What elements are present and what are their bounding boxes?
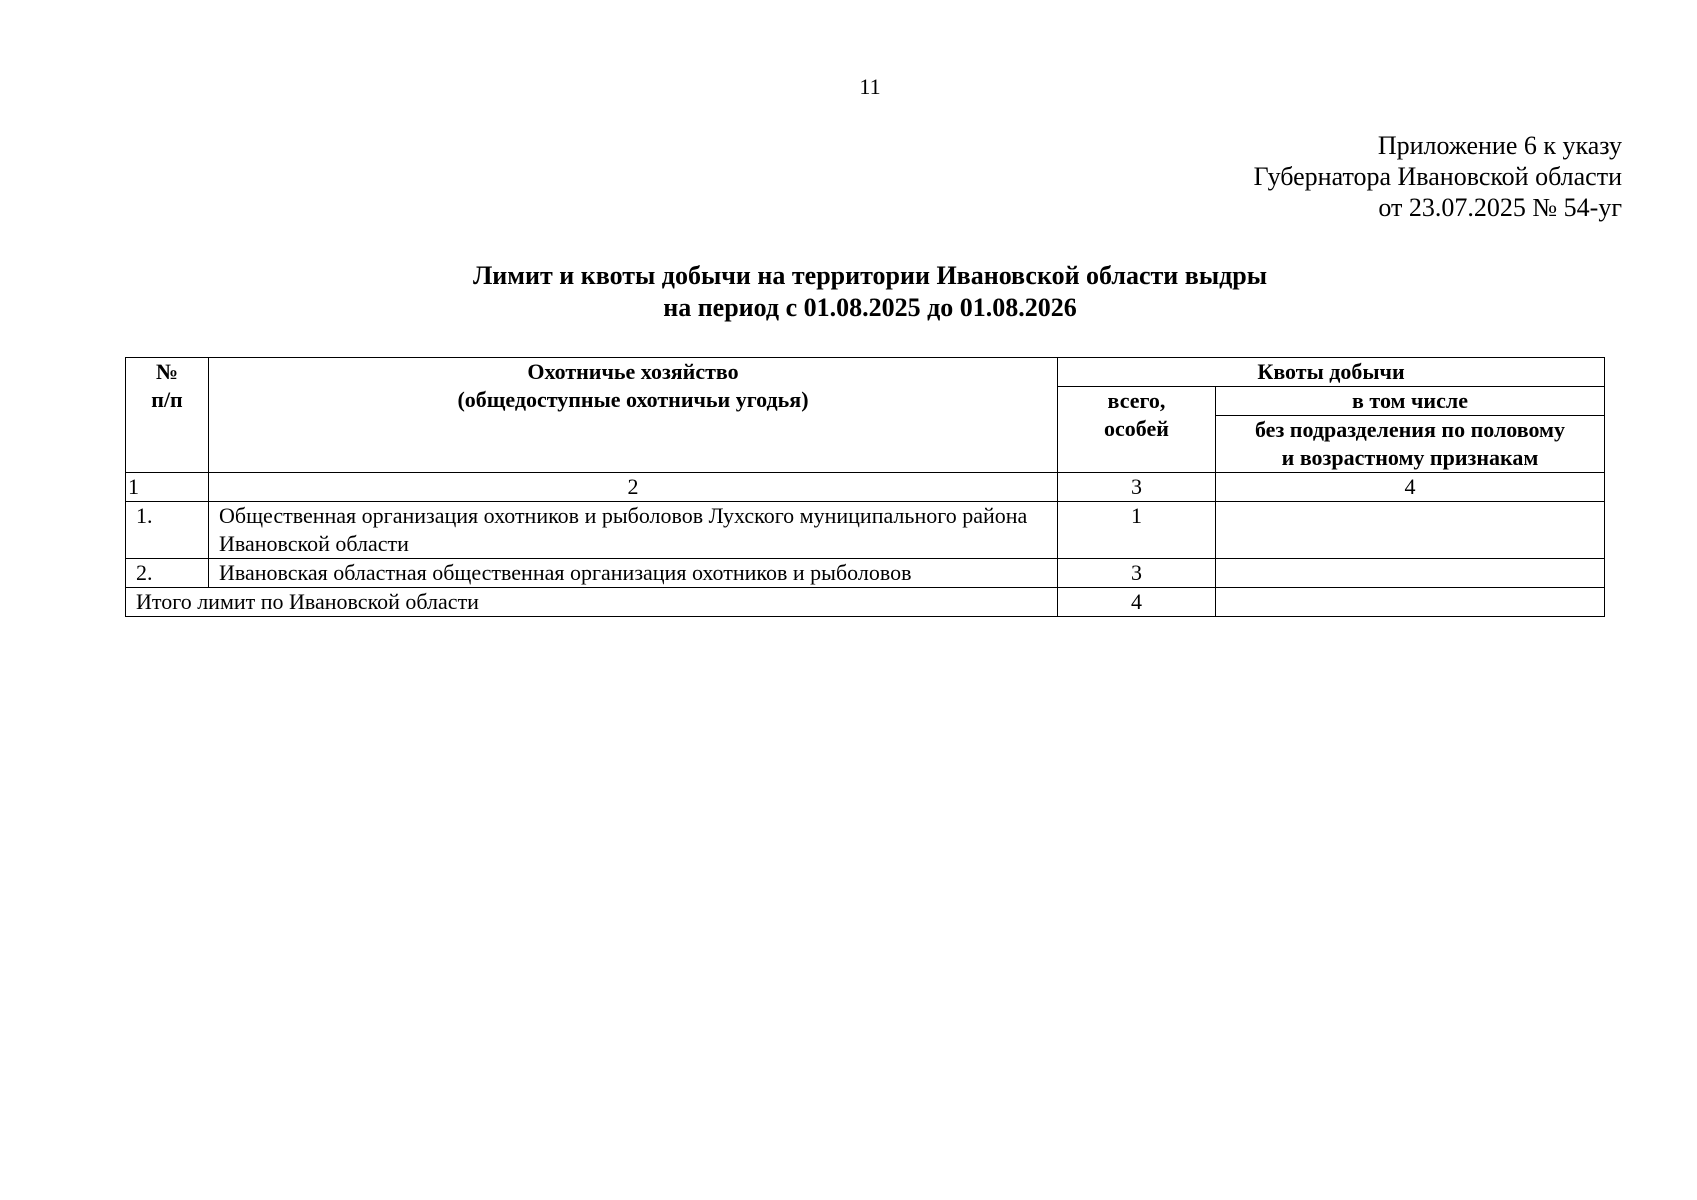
column-number-3: 3 xyxy=(1058,473,1216,502)
document-title xyxy=(0,260,1697,324)
header-no-division-line-2: и возрастному признакам xyxy=(1281,445,1539,470)
header-total xyxy=(1058,387,1216,473)
row-total: 1 xyxy=(1058,502,1216,559)
header-quotas: Квоты добычи xyxy=(1058,358,1605,387)
table-row xyxy=(126,559,1605,588)
page-number: 11 xyxy=(859,74,881,99)
row-num: 1. xyxy=(126,502,209,559)
header-num xyxy=(126,358,209,473)
header-total-line-1: всего, xyxy=(1107,388,1166,413)
header-num-line-1: № xyxy=(155,359,179,384)
row-no-division xyxy=(1216,502,1605,559)
summary-total: 4 xyxy=(1058,588,1216,617)
summary-row xyxy=(126,588,1605,617)
row-total: 3 xyxy=(1058,559,1216,588)
row-farm: Ивановская областная общественная организация охотников и рыболовов xyxy=(209,559,1058,588)
title-line-2: на период с 01.08.2025 до 01.08.2026 xyxy=(663,293,1077,322)
column-number-row xyxy=(126,473,1605,502)
row-num: 2. xyxy=(126,559,209,588)
summary-no-division xyxy=(1216,588,1605,617)
row-no-division xyxy=(1216,559,1605,588)
header-farm-line-2: (общедоступные охотничьи угодья) xyxy=(457,387,809,412)
header-including: в том числе xyxy=(1216,387,1605,416)
appendix-line-3: от 23.07.2025 № 54-уг xyxy=(1378,193,1622,222)
header-row-1 xyxy=(126,358,1605,387)
row-farm: Общественная организация охотников и рыболовов Лухского муниципального района Ивановской области xyxy=(209,502,1058,559)
summary-label: Итого лимит по Ивановской области xyxy=(126,588,1058,617)
appendix-line-2: Губернатора Ивановской области xyxy=(1253,162,1622,191)
header-no-division xyxy=(1216,416,1605,473)
header-total-line-2: особей xyxy=(1104,416,1169,441)
header-no-division-line-1: без подразделения по половому xyxy=(1254,417,1566,442)
table-row xyxy=(126,502,1605,559)
column-number-2: 2 xyxy=(209,473,1058,502)
column-number-4: 4 xyxy=(1216,473,1605,502)
appendix-line-1: Приложение 6 к указу xyxy=(1377,131,1622,160)
column-number-1: 1 xyxy=(126,473,209,502)
header-farm xyxy=(209,358,1058,473)
appendix-header xyxy=(1254,130,1622,223)
header-num-line-2: п/п xyxy=(151,387,183,412)
title-line-1: Лимит и квоты добычи на территории Ивановской области выдры xyxy=(472,261,1268,290)
quota-table xyxy=(125,357,1605,617)
header-farm-line-1: Охотничье хозяйство xyxy=(527,359,739,384)
